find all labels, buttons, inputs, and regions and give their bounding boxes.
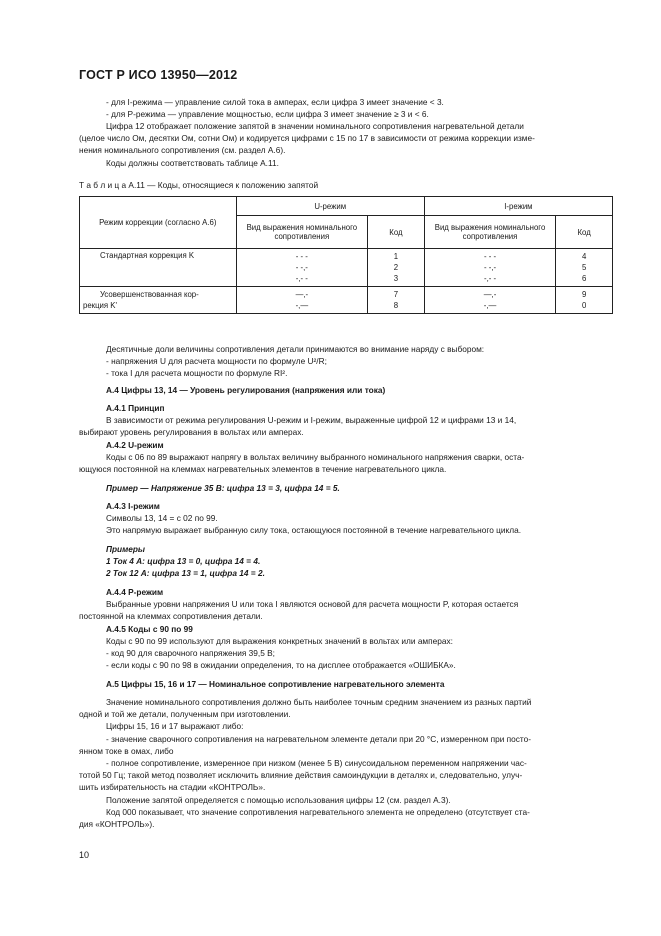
cell-value: 8 [393,301,399,310]
table-subheader-expr: Вид выражения номинального сопротивления [424,216,555,249]
table-subheader-code: Код [556,216,613,249]
cell-value: 1 [393,252,399,261]
table-cell [556,249,613,287]
codes-table [79,196,613,314]
example-u-mode: Пример — Напряжение 35 В: цифра 13 = 3, цифра 14 = 5. [106,483,340,493]
text-line: Выбранные уровни напряжения U или тока I являются основой для расчета мощности P, которая остается [106,599,519,610]
page-number: 10 [79,850,90,860]
table-cell [368,287,425,314]
decimal-paragraph [106,343,613,380]
section-a41 [79,402,613,475]
table-header-mode: Режим коррекции (согласно А.6) [80,197,237,249]
text-line: - для P-режима — управление мощностью, если цифра 3 имеет значение ≥ 3 и < 6. [106,109,429,120]
cell-value: - -,- [483,263,497,272]
cell-value: 0 [581,301,587,310]
table-subheader-expr: Вид выражения номинального сопротивления [236,216,367,249]
subsection-title: А.4.3 I-режим [106,501,160,511]
text-line: - тока I для расчета мощности по формуле RI². [106,368,288,379]
table-cell [368,249,425,287]
text-line: Цифры 15, 16 и 17 выражают либо: [106,721,244,732]
text-line: шить избирательность на стадии «КОНТРОЛЬ». [79,782,266,793]
subsection-title: А.4.4 P-режим [106,587,164,597]
text-line: - напряжения U для расчета мощности по формуле U²/R; [106,356,327,367]
cell-value: 7 [393,290,399,299]
example-line: 1 Ток 4 А: цифра 13 = 0, цифра 14 = 4. [106,556,261,567]
cell-value: 5 [581,263,587,272]
text-line: - код 90 для сварочного напряжения 39,5 В; [106,648,275,659]
section-a43 [106,500,613,537]
cell-value: 6 [581,274,587,283]
table-caption: Т а б л и ц а А.11 — Коды, относящиеся к положению запятой [79,180,319,190]
table-cell [424,287,555,314]
subsection-title: А.4.5 Коды с 90 по 99 [106,623,193,634]
cell-value: -,— [295,301,309,310]
table-header-i-mode: I-режим [424,197,612,216]
table-cell [556,287,613,314]
cell-value: - -,- [295,263,308,272]
cell-value: —,- [483,290,497,299]
text-line: - для I-режима — управление силой тока в амперах, если цифра 3 имеет значение < 3. [106,97,444,107]
text-line: одной и той же детали, полученным при изготовлении. [79,709,291,720]
text-line: (целое число Ом, десятки Ом, сотни Ом) и кодируется цифрами с 15 по 17 в зависимости от режима коррекции изме- [79,133,535,144]
paragraph-digit12 [79,120,613,169]
section-a44-a45 [79,586,613,671]
cell-value: Усовершенствованная кор- [100,290,199,299]
text-line: Код 000 показывает, что значение сопротивления нагревательного элемента не определено (отсутствует ста- [106,806,530,817]
text-line: Положение запятой определяется с помощью использования цифры 12 (см. раздел А.3). [106,794,451,805]
text-line: - если коды с 90 по 98 в ожидании определения, то на дисплее отображается «ОШИБКА». [106,660,456,671]
top-lines [106,96,613,120]
text-line: Символы 13, 14 = с 02 по 99. [106,513,218,524]
text-line: Значение номинального сопротивления должно быть наиболее точным средним значением из разных партий [106,697,532,707]
section-a4-title: А.4 Цифры 13, 14 — Уровень регулирования (напряжения или тока) [106,385,386,395]
text-line: Десятичные доли величины сопротивления детали принимаются во внимание наряду с выбором: [106,344,485,354]
table-header-u-mode: U-режим [236,197,424,216]
cell-value: - - - [483,252,497,261]
text-line: выбирают уровень регулирования в вольтах или амперах. [79,427,304,438]
text-line: - значение сварочного сопротивления на нагревательном элементе детали при 20 °С, измеренном при посто- [106,733,531,744]
document-header: ГОСТ Р ИСО 13950—2012 [79,68,238,82]
subsection-title: А.4.2 U-режим [106,439,164,450]
cell-value: -,- - [295,274,308,283]
text-line: - полное сопротивление, измеренное при низком (менее 5 В) синусоидальном переменном напряжении час- [106,758,527,769]
text-line: янном токе в омах, либо [79,745,174,756]
text-line: Коды с 90 по 99 используют для выражения конкретных значений в вольтах или амперах: [106,635,453,646]
examples-block [106,543,613,580]
text-line: ющуюся постоянной на клеммах нагревательных элементов в течение нагревательного цикла. [79,464,447,475]
text-line: В зависимости от режима регулирования U-режим и I-режим, выраженные цифрой 12 и цифрами 13 и 14, [106,415,517,426]
table-row-label: Стандартная коррекция K [80,249,237,287]
cell-value: 3 [393,274,399,283]
text-line: Цифра 12 отображает положение запятой в значении номинального сопротивления нагревательной детали [106,121,524,131]
text-line: нения номинального сопротивления (см. раздел А.6). [79,145,286,156]
cell-value: -,- - [483,274,497,283]
text-line: дия «КОНТРОЛЬ»). [79,819,155,830]
cell-value: - - - [295,252,308,261]
table-cell [236,287,367,314]
examples-title: Примеры [106,544,146,554]
cell-value: 4 [581,252,587,261]
text-line: Это напрямую выражает выбранную силу тока, остающуюся постоянной в течение нагревательного цикла. [106,525,522,536]
table-cell [424,249,555,287]
cell-value: 9 [581,290,587,299]
table-cell [236,249,367,287]
table-subheader-code: Код [368,216,425,249]
text-line: тотой 50 Гц; такой метод позволяет исключить влияние действия самоиндукции в деталях и, следовательно, улуч- [79,770,523,781]
example-line: 2 Ток 12 А: цифра 13 = 1, цифра 14 = 2. [106,568,265,579]
text-line: Коды с 06 по 89 выражают напрягу в вольтах величину выбранного номинального напряжения сварки, оста- [106,451,525,462]
subsection-title: А.4.1 Принцип [106,403,165,413]
section-a5-text [79,696,613,830]
cell-value: -,— [483,301,497,310]
text-line: постоянной на клеммах сопротивления детали. [79,611,263,622]
section-a5-title: А.5 Цифры 15, 16 и 17 — Номинальное сопротивление нагревательного элемента [106,679,445,689]
text-line: Коды должны соответствовать таблице А.11. [106,157,279,168]
cell-value: рекция K' [83,301,117,310]
cell-value: 2 [393,263,399,272]
table-row-label [80,287,237,314]
cell-value: —,- [295,290,309,299]
